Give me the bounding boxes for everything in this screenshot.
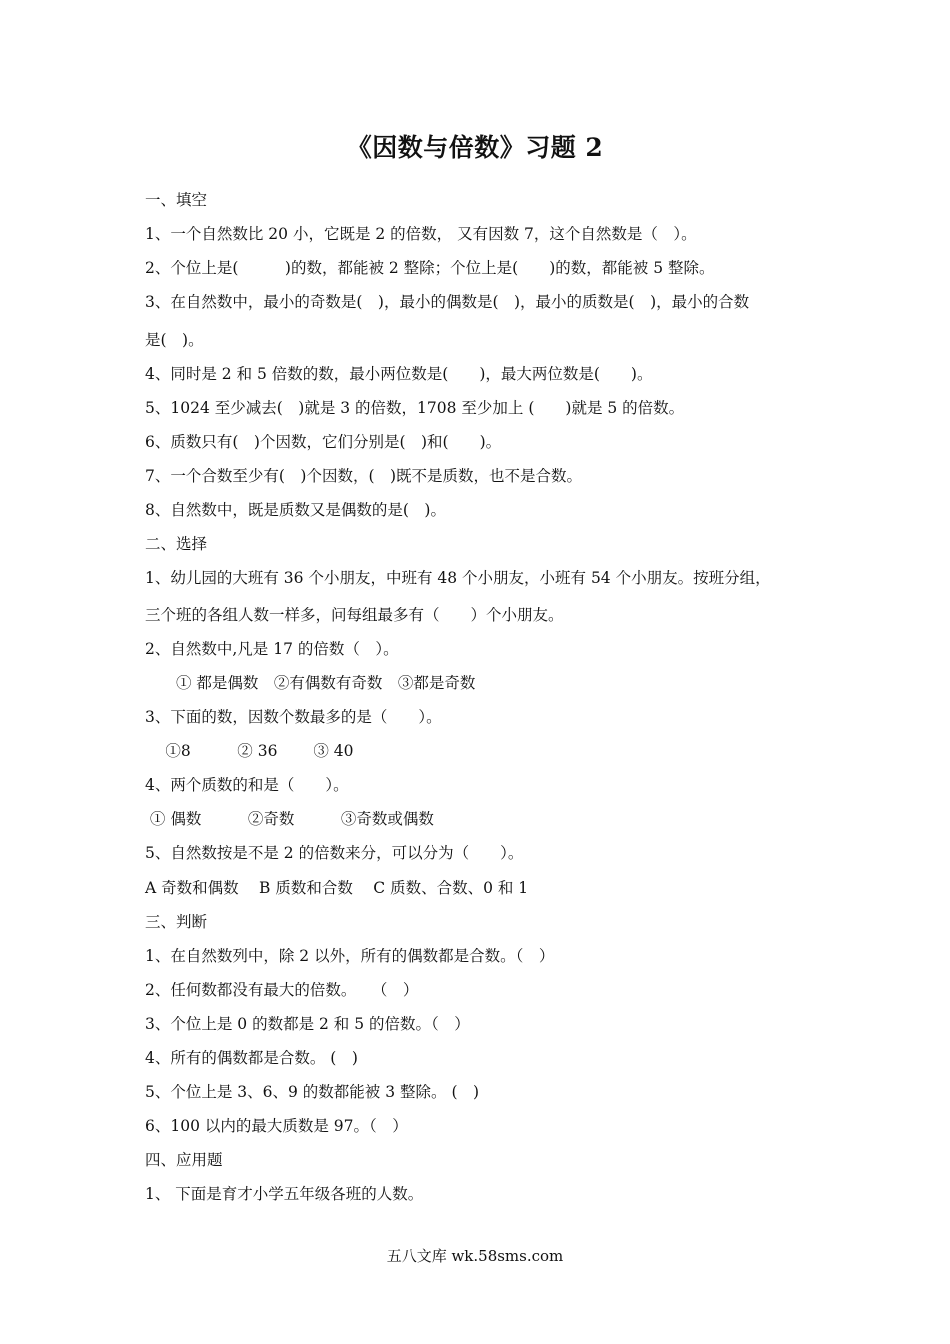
question-line: 6、100 以内的最大质数是 97。（ ） — [145, 1117, 408, 1135]
question-line: 3、下面的数，因数个数最多的是（ ）。 — [145, 708, 442, 726]
question-line: 5、1024 至少减去( )就是 3 的倍数，1708 至少加上 ( )就是 5 的倍数。 — [145, 399, 685, 417]
question-line: 2、个位上是( )的数，都能被 2 整除；个位上是( )的数，都能被 5 整除。 — [145, 259, 715, 277]
question-line: 1、在自然数列中，除 2 以外，所有的偶数都是合数。（ ） — [145, 947, 555, 965]
section-heading-application: 四、应用题 — [145, 1151, 223, 1169]
option-line: ① 偶数 ②奇数 ③奇数或偶数 — [145, 810, 434, 828]
question-line: 6、质数只有( )个因数，它们分别是( )和( )。 — [145, 433, 502, 451]
question-line: 1、 下面是育才小学五年级各班的人数。 — [145, 1185, 424, 1203]
question-line: 1、幼儿园的大班有 36 个小朋友，中班有 48 个小朋友，小班有 54 个小朋友。按班分组， — [145, 569, 771, 587]
question-line: 5、自然数按是不是 2 的倍数来分，可以分为（ ）。 — [145, 844, 524, 862]
question-line: 三个班的各组人数一样多，问每组最多有（ ）个小朋友。 — [145, 606, 564, 624]
section-heading-fill-blank: 一、填空 — [145, 191, 208, 209]
question-line: 8、自然数中，既是质数又是偶数的是( )。 — [145, 501, 446, 519]
question-line: 4、同时是 2 和 5 倍数的数，最小两位数是( )，最大两位数是( )。 — [145, 365, 653, 383]
question-line: 1、一个自然数比 20 小，它既是 2 的倍数， 又有因数 7，这个自然数是（ ）。 — [145, 225, 697, 243]
option-line: ①8 ② 36 ③ 40 — [145, 742, 354, 760]
section-heading-choice: 二、选择 — [145, 535, 208, 553]
question-line: 4、两个质数的和是（ ）。 — [145, 776, 349, 794]
page-title: 《因数与倍数》习题 2 — [346, 133, 604, 162]
question-line: 3、个位上是 0 的数都是 2 和 5 的倍数。（ ） — [145, 1015, 470, 1033]
question-line: 是( )。 — [145, 331, 204, 349]
page-footer: 五八文库 wk.58sms.com — [386, 1247, 564, 1265]
option-line: ① 都是偶数 ②有偶数有奇数 ③都是奇数 — [145, 674, 476, 692]
question-line: 2、自然数中,凡是 17 的倍数（ ）。 — [145, 640, 399, 658]
question-line: 4、所有的偶数都是合数。 ( ) — [145, 1049, 358, 1067]
question-line: 7、一个合数至少有( )个因数，( )既不是质数，也不是合数。 — [145, 467, 583, 485]
question-line: 3、在自然数中，最小的奇数是( )，最小的偶数是( )，最小的质数是( )，最小的合数 — [145, 293, 750, 311]
option-line: A 奇数和偶数 B 质数和合数 C 质数、合数、0 和 1 — [145, 879, 529, 897]
section-heading-judge: 三、判断 — [145, 913, 208, 931]
question-line: 2、任何数都没有最大的倍数。 （ ） — [145, 981, 419, 999]
question-line: 5、个位上是 3、6、9 的数都能被 3 整除。 ( ) — [145, 1083, 480, 1101]
